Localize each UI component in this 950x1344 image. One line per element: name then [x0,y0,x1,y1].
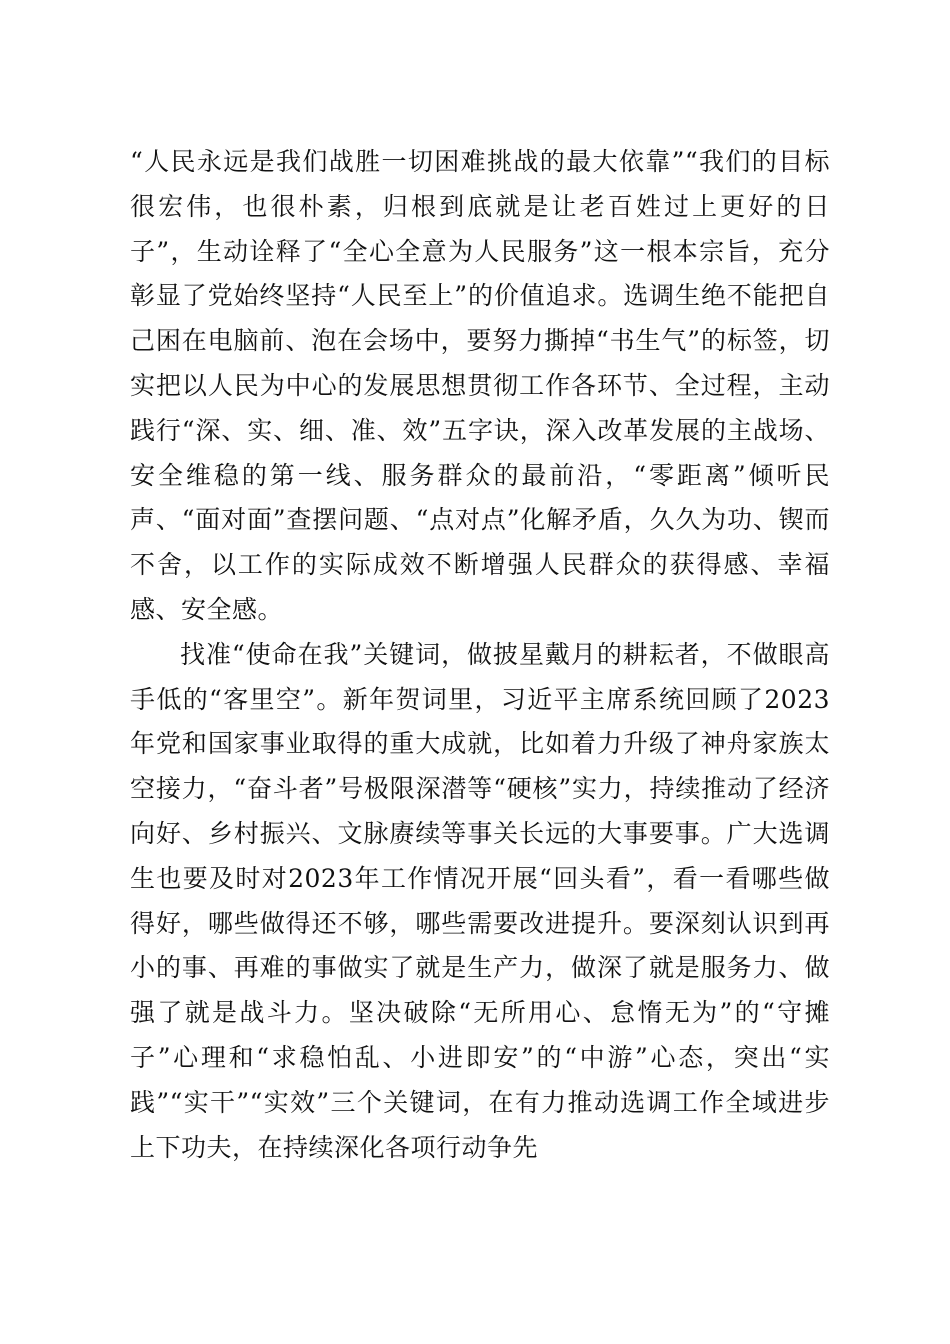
paragraph-people-first: “人民永远是我们战胜一切困难挑战的最大依靠”“我们的目标很宏伟，也很朴素，归根到底就是让老百姓过上更好的日子”，生动诠释了“全心全意为人民服务”这一根本宗旨，充分彰显了党始终坚持“人民至上”的价值追求。选调生绝不能把自己困在电脑前、泡在会场中，要努力撕掉“书生气”的标签，切实把以人民为中心的发展思想贯彻工作各环节、全过程，主动践行“深、实、细、准、效”五字诀，深入改革发展的主战场、安全维稳的第一线、服务群众的最前沿，“零距离”倾听民声、“面对面”查摆问题、“点对点”化解矛盾，久久为功、锲而不舍，以工作的实际成效不断增强人民群众的获得感、幸福感、安全感。 [130,147,830,624]
document-body [130,140,830,1170]
paragraph-mission-keyword: 找准“使命在我”关键词，做披星戴月的耕耘者，不做眼高手低的“客里空”。新年贺词里，习近平主席系统回顾了2023年党和国家事业取得的重大成就，比如着力升级了神舟家族太空接力，“奋斗者”号极限深潜等“硬核”实力，持续推动了经济向好、乡村振兴、文脉赓续等事关长远的大事要事。广大选调生也要及时对2023年工作情况开展“回头看”，看一看哪些做得好，哪些做得还不够，哪些需要改进提升。要深刻认识到再小的事、再难的事做实了就是生产力，做深了就是服务力、做强了就是战斗力。坚决破除“无所用心、怠惰无为”的“守摊子”心理和“求稳怕乱、小进即安”的“中游”心态，突出“实践”“实干”“实效”三个关键词，在有力推动选调工作全域进步上下功夫，在持续深化各项行动争先 [130,639,830,1162]
